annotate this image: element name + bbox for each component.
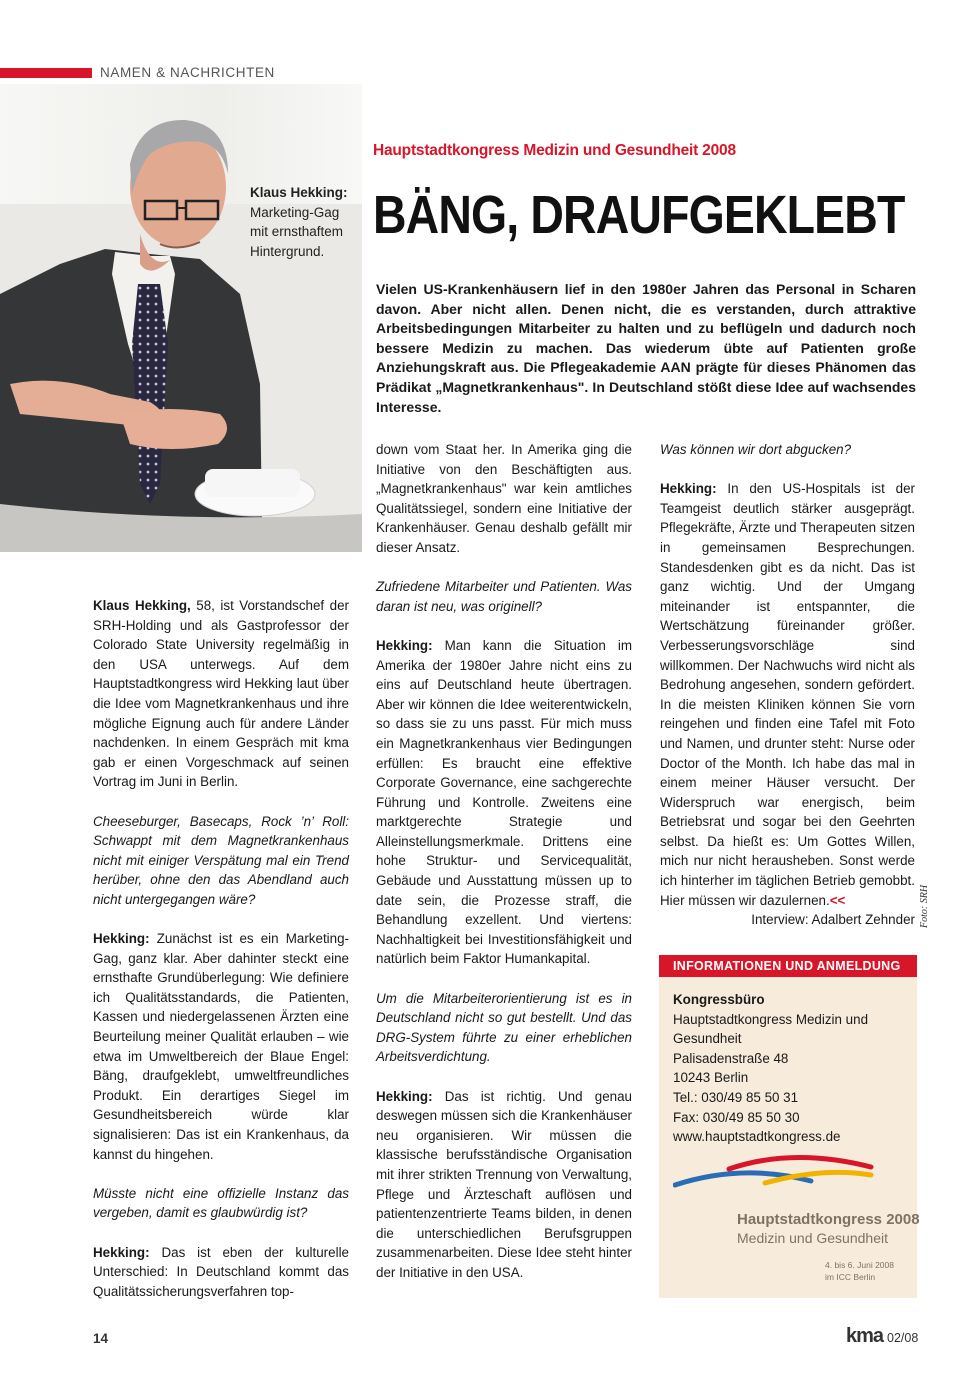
logo-date — [825, 1259, 894, 1283]
paragraph: down vom Staat her. In Amerika ging die Initiative von den Beschäftigten aus. „Magnetkrankenhaus" war kein amtliches Qualitätssiegel, sondern eine Initiative der Krankenhäuser. Genau deshalb gefällt mir dieser Ansatz. — [376, 442, 632, 555]
congress-logo — [673, 1147, 920, 1287]
answer — [376, 636, 632, 969]
info-city: 10243 Berlin — [673, 1070, 749, 1086]
info-name: Kongressbüro — [673, 992, 765, 1007]
info-fax: Fax: 030/49 85 50 30 — [673, 1109, 800, 1125]
speaker: Hekking: — [93, 1244, 150, 1260]
section-red-bar — [0, 68, 92, 78]
brand-logo: kma — [846, 1325, 884, 1347]
info-tel: Tel.: 030/49 85 50 31 — [673, 1089, 799, 1105]
article-column-1 — [93, 596, 349, 1321]
intro-name: Klaus Hekking, — [93, 598, 191, 613]
answer — [660, 479, 915, 910]
info-box-body — [659, 977, 917, 1147]
caption-text: Marketing-Gag mit ernsthaftem Hintergrund. — [250, 204, 344, 259]
answer — [93, 929, 349, 1164]
footer-brand — [846, 1325, 918, 1348]
portrait-photo — [0, 84, 362, 552]
info-box-heading: INFORMATIONEN UND ANMELDUNG — [659, 955, 917, 977]
info-website-link[interactable]: www.hauptstadtkongress.de — [673, 1129, 841, 1145]
answer-text: In den US-Hospitals ist der Teamgeist deutlich stärker ausgeprägt. Pflegekräfte, Ärzte und Therapeuten sitzen in gemeinsamen Besprechungen. Standesdenken gibt es da nicht. Das ist ganz wichtig. Und der Umgang miteinander ist entspannter, die Wertschätzung füreinander größer. Verbesserungsvorschläge sind willkommen. Der Nachwuchs wird nicht als Bedrohung angesehen, sondern gefördert. In die meisten Kliniken können Sie vorn reingehen und finden eine Tafel mit Foto und Namen, und drunter steht: Nurse oder Doctor of the Month. Ich habe das mal in einem meiner Häuser versucht. Der Widerspruch war energisch, beim Betriebsrat und sogar bei den Geehrten selbst. Da hießt es: Um Gottes Willen, mich nur nicht herausheben. Sonst werde ich hinterher im täglichen Betrieb gemobbt. Hier müssen wir dazulernen. — [660, 481, 915, 908]
speaker: Hekking: — [376, 1088, 433, 1104]
question: Cheeseburger, Basecaps, Rock ’n’ Roll: Schwappt mit dem Magnetkrankenhaus nicht mit einiger Verspätung mal ein Trend herüber, ohne den das Abendland auch nicht untergegangen wäre? — [93, 813, 349, 907]
article-lead: Vielen US-Krankenhäusern lief in den 1980er Jahren das Personal in Scharen davon. Aber nicht allen. Denen nicht, die es verstanden, durch attraktive Arbeitsbedingungen Mitarbeiter zu halten und zu beflügeln und dadurch noch bessere Medizin zu machen. Das wiederum übte auf Patienten große Anziehungskraft aus. Die Pflegeakademie AAN prägte für dieses Phänomen das Prädikat „Magnetkrankenhaus". In Deutschland stößt diese Idee auf wachsendes Interesse. — [376, 281, 916, 415]
speaker: Hekking: — [376, 637, 433, 653]
article-column-2 — [376, 440, 632, 1302]
question: Was können wir dort abgucken? — [660, 442, 852, 457]
info-street: Palisadenstraße 48 — [673, 1050, 789, 1066]
end-mark: << — [829, 892, 846, 908]
congress-logo-arcs — [673, 1147, 905, 1207]
answer-text: Das ist richtig. Und genau deswegen müssen sich die Krankenhäuser neu organisieren. Wir müssen die klassische berufsständische Organisation mit ihrer strikten Trennung von Verwaltung, Pflege und Ärzteschaft auflösen und patientenzentrierte Teams bilden, in denen die unterschiedlichen Berufsgruppen zusammenarbeiten. Diese Idee steht hinter der Initiative in den USA. — [376, 1088, 632, 1280]
caption-name: Klaus Hekking: — [250, 185, 348, 200]
info-org: Hauptstadtkongress Medizin und Gesundheit — [673, 1011, 869, 1047]
logo-venue-line: im ICC Berlin — [825, 1272, 876, 1282]
speaker: Hekking: — [93, 931, 150, 947]
page-number: 14 — [93, 1331, 109, 1346]
info-box — [659, 955, 920, 1298]
answer — [93, 1243, 349, 1302]
portrait-illustration — [0, 84, 362, 552]
article-column-3 — [660, 440, 915, 930]
issue-number: 02/08 — [887, 1331, 919, 1345]
logo-title: Hauptstadtkongress 2008 — [737, 1211, 920, 1228]
answer-text: Zunächst ist es ein Marketing-Gag, ganz klar. Aber dahinter steckt eine ernsthafte Grundüberlegung: Wie definiere ich Qualitätsstandards, die Patienten, Kassen und niedergelassenen Ärzten eine Beurteilung meiner Qualität erlauben – wie etwa im Umweltbereich der Blaue Engel: Bäng, draufgeklebt, umweltfreundliches Produkt. Ein derartiges Siegel im Gesundheitsbereich würde klar signalisieren: Das ist ein Krankenhaus, da kannst du hingehen. — [93, 931, 349, 1162]
photo-credit: Foto: SRH — [919, 884, 930, 928]
answer-text: Das ist eben der kulturelle Unterschied: In Deutschland kommt das Qualitätssicherungsverfahren top- — [93, 1244, 349, 1299]
question: Müsste nicht eine offizielle Instanz das vergeben, damit es glaubwürdig ist? — [93, 1185, 349, 1221]
paragraph — [93, 596, 349, 792]
answer-text: Man kann die Situation im Amerika der 1980er Jahre nicht eins zu eins auf Deutschland heute übertragen. Aber wir können die Idee weiterentwickeln, so dass sie zu uns passt. Für mich muss ein Magnetkrankenhaus vier Bedingungen erfüllen: Es braucht eine effektive Corporate Governance, eine sachgerechte Führung und Kontrolle. Zweitens eine marktgerechte Strategie und Alleinstellungsmerkmale. Drittens eine hohe Struktur- und Servicequalität, Gebäude und Ausstattung müssen up to date sein, die Prozesse straff, die Behandlung exzellent. Und viertens: Nachhaltigkeit bei Investitionsfähigkeit und natürlich beim Faktor Humankapital. — [376, 637, 632, 967]
section-label: NAMEN & NACHRICHTEN — [100, 65, 275, 80]
article-kicker: Hauptstadtkongress Medizin und Gesundheit 2008 — [373, 142, 736, 159]
photo-caption — [250, 183, 358, 261]
question: Um die Mitarbeiterorientierung ist es in Deutschland nicht so gut bestellt. Und das DRG-System führte zu einer erheblichen Arbeitsverdichtung. — [376, 990, 632, 1065]
logo-date-line: 4. bis 6. Juni 2008 — [825, 1260, 894, 1270]
interview-credit: Interview: Adalbert Zehnder — [751, 912, 915, 928]
answer — [376, 1087, 632, 1283]
question: Zufriedene Mitarbeiter und Patienten. Was daran ist neu, was originell? — [376, 579, 632, 614]
article-headline: BÄNG, DRAUFGEKLEBT — [373, 185, 905, 245]
speaker: Hekking: — [660, 481, 717, 497]
paragraph-text: 58, ist Vorstandschef der SRH-Holding und als Gastprofessor der Colorado State University regelmäßig in den USA unterwegs. Auf dem Hauptstadtkongress wird Hekking laut über die Idee vom Magnetkrankenhaus und ihre mögliche Eignung auch für andere Länder nachdenken. In einem Gespräch mit kma gab er einen Vorgeschmack auf seinen Vortrag im Juni in Berlin. — [93, 598, 349, 790]
logo-subtitle: Medizin und Gesundheit — [737, 1230, 888, 1246]
